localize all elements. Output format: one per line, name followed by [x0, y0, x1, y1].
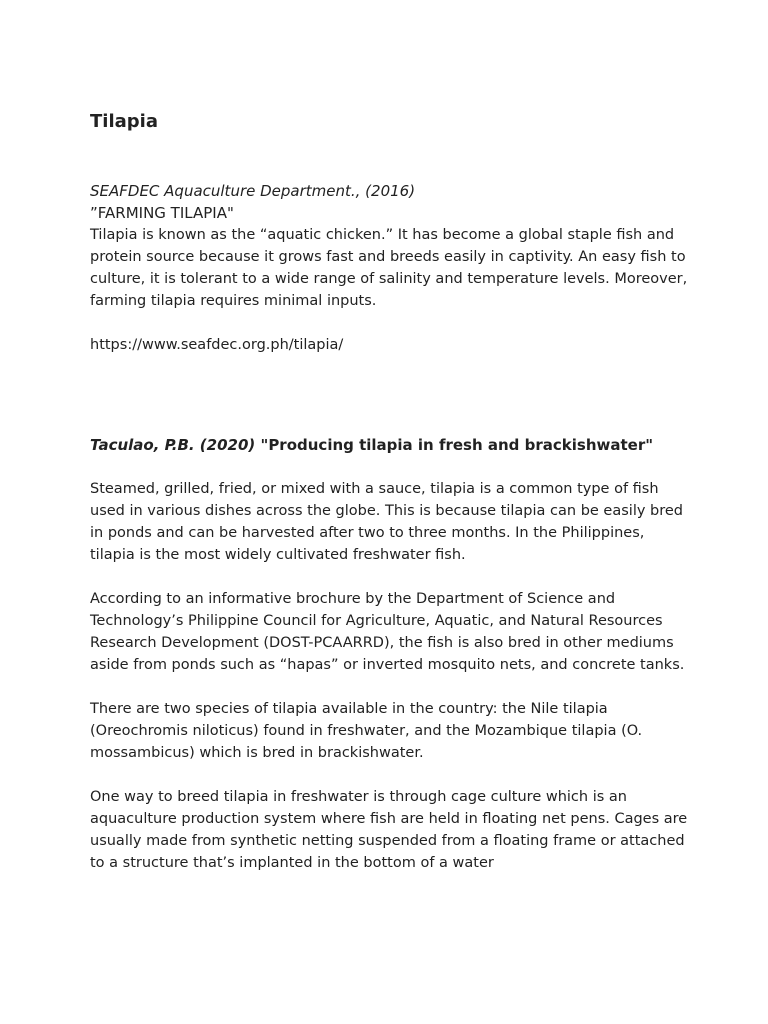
page-title: Tilapia	[90, 111, 158, 132]
reference-summary: Tilapia is known as the “aquatic chicken.” It has become a global staple fish and protein source because it grows fast and breeds easily in captivity. An easy fish to culture, it is tolerant to a wide range of salinity and temperature levels. Moreover, farming tilapia requires minimal inputs.	[90, 227, 688, 309]
reference-author: Taculao, P.B. (2020)	[90, 436, 256, 454]
document-page	[90, 108, 690, 874]
reference-author: SEAFDEC Aquaculture Department., (2016)	[90, 182, 416, 200]
reference-taculao	[90, 434, 690, 874]
reference-title: "Producing tilapia in fresh and brackishwater"	[255, 436, 654, 454]
body-paragraph: Steamed, grilled, fried, or mixed with a sauce, tilapia is a common type of fish used in various dishes across the globe. This is because tilapia can be easily bred in ponds and can be harvested after two to three months. In the Philippines, tilapia is the most widely cultivated freshwater fish.	[90, 481, 684, 563]
reference-seafdec	[90, 180, 690, 356]
body-paragraph: One way to breed tilapia in freshwater is through cage culture which is an aquaculture production system where fish are held in floating net pens. Cages are usually made from synthetic netting suspended from a floating frame or attached to a structure that’s implanted in the bottom of a water	[90, 789, 688, 871]
body-paragraph: There are two species of tilapia available in the country: the Nile tilapia (Oreochromis niloticus) found in freshwater, and the Mozambique tilapia (O. mossambicus) which is bred in brackishwater.	[90, 701, 643, 761]
reference-url-link[interactable]: https://www.seafdec.org.ph/tilapia/	[90, 337, 344, 353]
reference-heading	[90, 434, 690, 456]
body-paragraph: According to an informative brochure by the Department of Science and Technology’s Philippine Council for Agriculture, Aquatic, and Natural Resources Research Development (DOST-PCAARRD), the fish is also bred in other mediums aside from ponds such as “hapas” or inverted mosquito nets, and concrete tanks.	[90, 591, 685, 673]
reference-title: ”FARMING TILAPIA"	[90, 204, 234, 222]
